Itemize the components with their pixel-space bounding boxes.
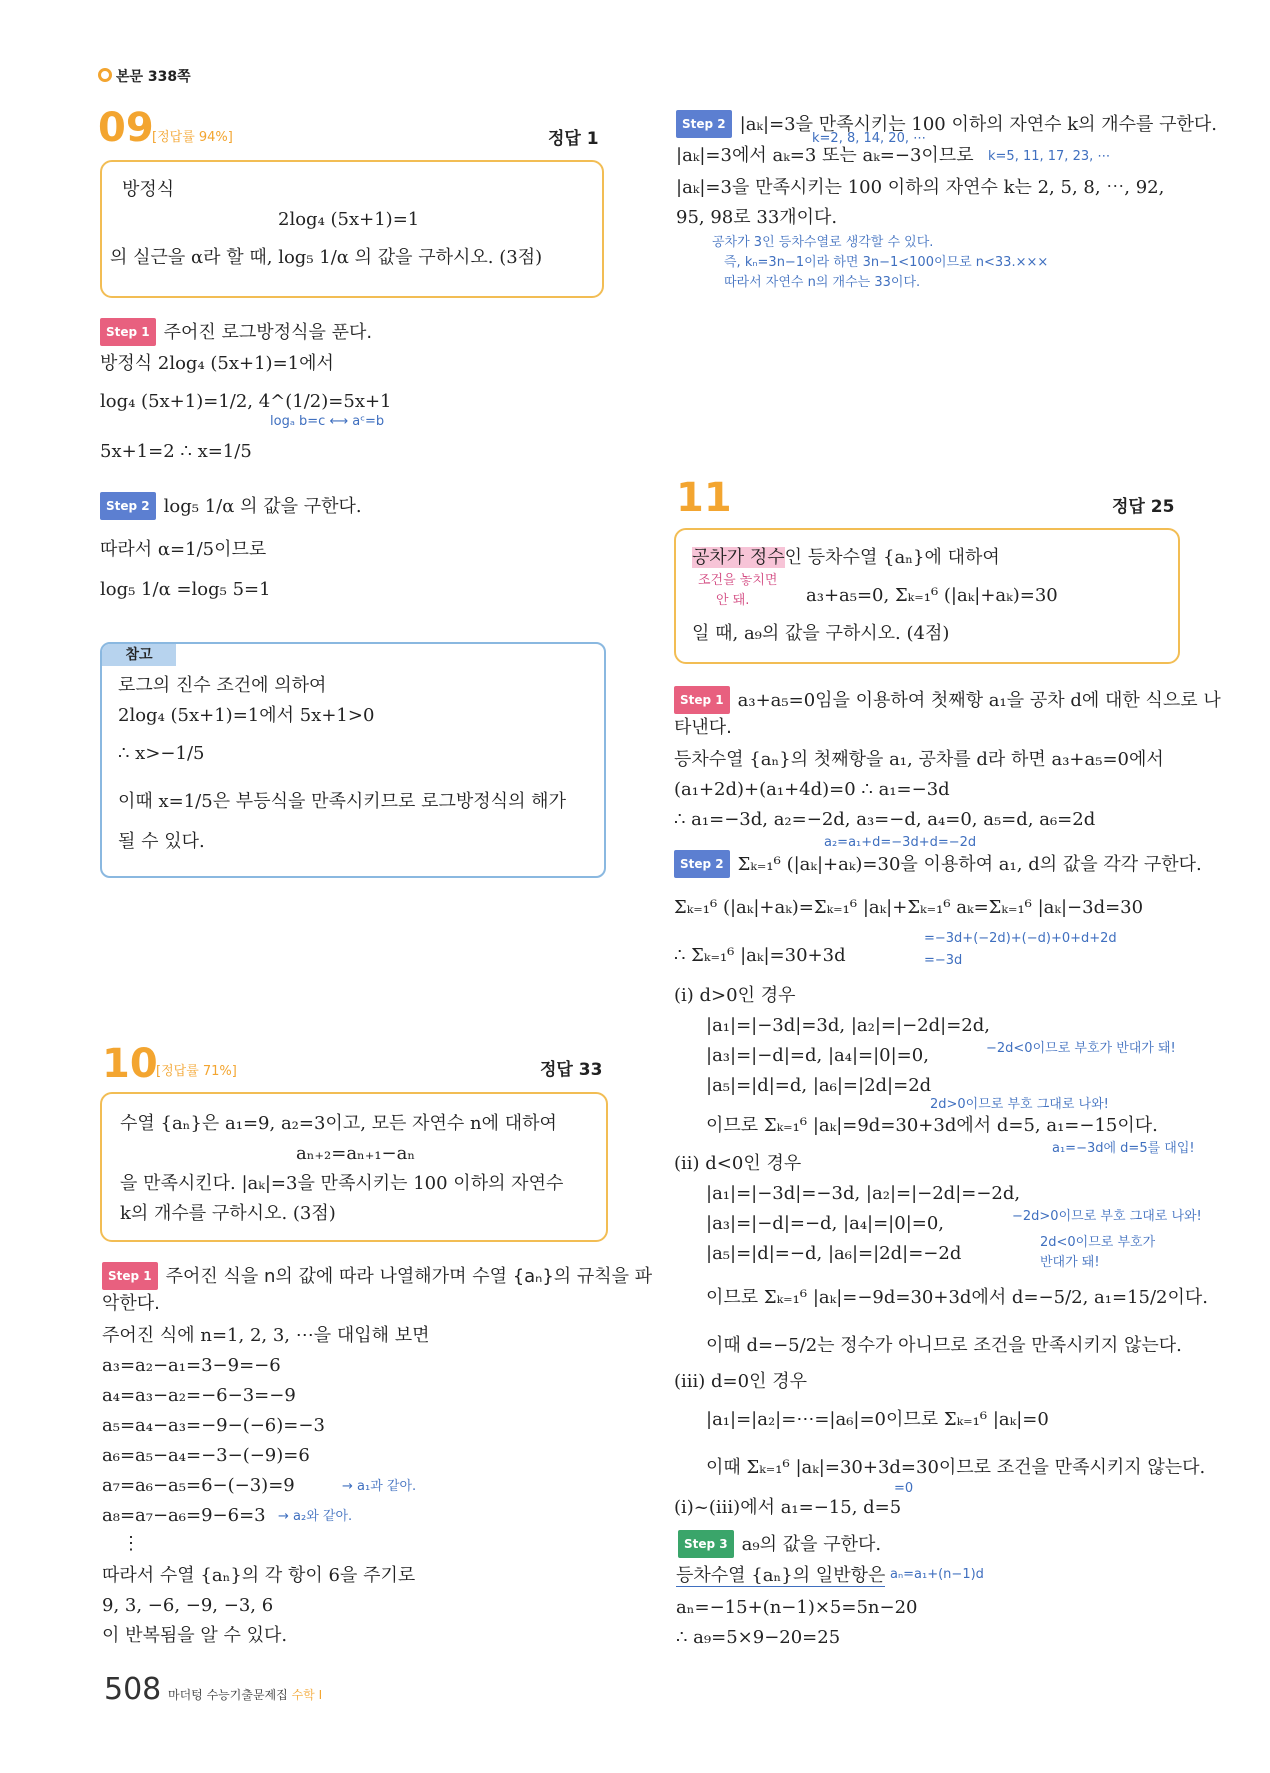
q10-answer: 정답 33	[540, 1060, 603, 1080]
q10-step1-line: a₈=a₇−a₆=9−6=3	[102, 1505, 266, 1526]
q10-step1-line: a₃=a₂−a₁=3−9=−6	[102, 1355, 281, 1376]
step-title: 주어진 식을 n의 값에 따라 나열해가며 수열 {aₙ}의 규칙을 파	[165, 1266, 653, 1287]
q09-number: 09	[98, 105, 154, 151]
step-title: a₃+a₅=0임을 이용하여 첫째항 a₁을 공차 d에 대한 식으로 나	[737, 690, 1221, 711]
q10-number: 10	[102, 1041, 158, 1087]
q10-step1-line: a₆=a₅−a₄=−3−(−9)=6	[102, 1445, 310, 1466]
step2-badge: Step 2	[676, 110, 732, 138]
q09-box-line: 2log₄ (5x+1)=1	[278, 209, 420, 230]
q11-case-conclusion: (i)~(iii)에서 a₁=−15, d=5	[674, 1497, 902, 1518]
q09-step1-line: 5x+1=2 ∴ x=1/5	[100, 441, 252, 462]
q10-step2-line: |aₖ|=3에서 aₖ=3 또는 aₖ=−3이므로	[676, 145, 974, 166]
q10-step1-line: a₅=a₄−a₃=−9−(−6)=−3	[102, 1415, 325, 1436]
q11-step1-note: a₂=a₁+d=−3d+d=−2d	[824, 835, 977, 850]
q10-step1-line: 따라서 수열 {aₙ}의 각 항이 6을 주기로	[102, 1565, 416, 1586]
step1-badge: Step 1	[102, 1262, 158, 1290]
q09-answer: 정답 1	[548, 129, 599, 149]
q11-case2-line: |a₅|=|d|=−d, |a₆|=|2d|=−2d	[706, 1243, 962, 1264]
q09-reference-box	[100, 642, 606, 878]
q10-note-seq: 따라서 자연수 n의 개수는 33이다.	[724, 275, 921, 290]
q11-box-line1-rest: 인 등차수열 {aₙ}에 대하여	[784, 547, 1000, 568]
q10-step1-line: ⋮	[122, 1533, 140, 1554]
q11-case3-note: =0	[894, 1481, 914, 1496]
q10-step1-line: a₇=a₆−a₅=6−(−3)=9	[102, 1475, 295, 1496]
q11-step2-note: =−3d+(−2d)+(−d)+0+d+2d	[924, 931, 1117, 946]
step-title: |aₖ|=3을 만족시키는 100 이하의 자연수 k의 개수를 구한다.	[739, 114, 1218, 135]
step3-badge: Step 3	[678, 1530, 734, 1558]
q11-step2-note: =−3d	[924, 953, 963, 968]
q11-step3-note: aₙ=a₁+(n−1)d	[890, 1567, 984, 1582]
q11-number: 11	[676, 475, 732, 521]
q11-step3-underlined: 등차수열 {aₙ}의 일반항은	[676, 1565, 886, 1586]
q11-step3-line	[676, 1564, 885, 1588]
q11-case1-note: −2d<0이므로 부호가 반대가 돼!	[986, 1041, 1176, 1056]
q11-case3-title: (iii) d=0인 경우	[674, 1371, 807, 1392]
q11-case3-line: 이때 Σₖ₌₁⁶ |aₖ|=30+3d=30이므로 조건을 만족시키지 않는다.	[706, 1457, 1206, 1478]
q11-case1-note: 2d>0이므로 부호 그대로 나와!	[930, 1097, 1109, 1112]
q10-note-k2: k=5, 11, 17, 23, ⋯	[988, 149, 1111, 164]
step2-badge: Step 2	[100, 492, 156, 520]
ref-line: 될 수 있다.	[118, 831, 205, 852]
step2-badge: Step 2	[674, 850, 730, 878]
q09-step2-line: log₅ 1/α =log₅ 5=1	[100, 579, 271, 600]
q10-note-seq: 즉, kₙ=3n−1이라 하면 3n−1<100이므로 n<33.×××	[724, 255, 1049, 270]
header-text: 본문 338쪽	[116, 69, 191, 85]
step1-badge: Step 1	[100, 318, 156, 346]
q11-step2-line: Σₖ₌₁⁶ (|aₖ|+aₖ)=Σₖ₌₁⁶ |aₖ|+Σₖ₌₁⁶ aₖ=Σₖ₌₁⁶ |aₖ|−3d=30	[674, 897, 1144, 918]
q10-box-line: 수열 {aₙ}은 a₁=9, a₂=3이고, 모든 자연수 n에 대하여	[120, 1113, 557, 1134]
page-header	[98, 66, 191, 86]
q09-step1-line: log₄ (5x+1)=1/2, 4^(1/2)=5x+1	[100, 391, 392, 412]
q11-step1-line: ∴ a₁=−3d, a₂=−2d, a₃=−d, a₄=0, a₅=d, a₆=2d	[674, 809, 1096, 830]
q11-box-line	[692, 546, 1000, 570]
q09-problem-box	[100, 160, 604, 298]
q10-step2-line: 95, 98로 33개이다.	[676, 207, 838, 228]
q10-note-a7: → a₁과 같아.	[342, 1479, 417, 1494]
q11-answer: 정답 25	[1112, 497, 1175, 517]
q10-step2-line: |aₖ|=3을 만족시키는 100 이하의 자연수 k는 2, 5, 8, ⋯, 92,	[676, 177, 1165, 198]
q11-step3-heading	[678, 1530, 881, 1558]
q11-case1-title: (i) d>0인 경우	[674, 985, 796, 1006]
q11-step1-line: (a₁+2d)+(a₁+4d)=0 ∴ a₁=−3d	[674, 779, 950, 800]
q09-step1-note: logₐ b=c ⟷ aᶜ=b	[270, 414, 385, 429]
q10-step1-line: a₄=a₃−a₂=−6−3=−9	[102, 1385, 296, 1406]
page-number: 508	[104, 1672, 162, 1707]
q11-case2-note: 2d<0이므로 부호가	[1040, 1235, 1156, 1250]
q11-case1-note: a₁=−3d에 d=5를 대입!	[1052, 1141, 1195, 1156]
q11-box-note: 조건을 놓치면	[698, 573, 778, 588]
q10-box-line: k의 개수를 구하시오. (3점)	[120, 1203, 336, 1224]
q11-step1-title-cont: 타낸다.	[674, 717, 732, 738]
q11-case1-line: |a₅|=|d|=d, |a₆|=|2d|=2d	[706, 1075, 932, 1096]
orange-circle-icon	[98, 68, 112, 82]
subject-name: 수학 I	[291, 1688, 323, 1702]
q11-case2-line: 이므로 Σₖ₌₁⁶ |aₖ|=−9d=30+3d에서 d=−5/2, a₁=15/2이다.	[706, 1287, 1208, 1308]
q09-step2-line: 따라서 α=1/5이므로	[100, 539, 267, 560]
q11-box-line: 일 때, a₉의 값을 구하시오. (4점)	[692, 623, 950, 644]
book-title	[168, 1686, 322, 1703]
q10-note-a8: → a₂와 같아.	[278, 1509, 353, 1524]
q10-step1-line: 주어진 식에 n=1, 2, 3, ⋯을 대입해 보면	[102, 1325, 430, 1346]
q11-step3-line: ∴ a₉=5×9−20=25	[676, 1627, 841, 1648]
q10-step1-heading	[102, 1262, 652, 1290]
q11-step1-line: 등차수열 {aₙ}의 첫째항을 a₁, 공차를 d라 하면 a₃+a₅=0에서	[674, 749, 1164, 770]
ref-line: 이때 x=1/5은 부등식을 만족시키므로 로그방정식의 해가	[118, 791, 566, 812]
q10-note-seq: 공차가 3인 등차수열로 생각할 수 있다.	[712, 235, 934, 250]
q10-step1-title-cont: 악한다.	[102, 1293, 160, 1314]
q10-problem-box	[100, 1092, 608, 1242]
q11-highlight: 공차가 정수	[692, 547, 785, 568]
q11-case2-title: (ii) d<0인 경우	[674, 1153, 802, 1174]
q11-problem-box	[674, 528, 1180, 664]
q10-box-line: 을 만족시킨다. |aₖ|=3을 만족시키는 100 이하의 자연수	[120, 1173, 564, 1194]
ref-line: 2log₄ (5x+1)=1에서 5x+1>0	[118, 705, 375, 726]
q11-case1-line: |a₁|=|−3d|=3d, |a₂|=|−2d|=2d,	[706, 1015, 990, 1036]
q09-step2-heading	[100, 492, 362, 520]
book-name: 마더텅 수능기출문제집	[168, 1688, 288, 1702]
q11-step1-heading	[674, 686, 1221, 714]
q10-step2-heading	[676, 110, 1217, 138]
q10-step1-line: 9, 3, −6, −9, −3, 6	[102, 1595, 274, 1616]
q11-case1-line: |a₃|=|−d|=d, |a₄|=|0|=0,	[706, 1045, 929, 1066]
q10-step1-line: 이 반복됨을 알 수 있다.	[102, 1625, 288, 1646]
step-title: Σₖ₌₁⁶ (|aₖ|+aₖ)=30을 이용하여 a₁, d의 값을 각각 구한다.	[737, 854, 1202, 875]
step-title: 주어진 로그방정식을 푼다.	[163, 322, 373, 343]
reference-tag: 참고	[102, 644, 176, 666]
q09-step1-line: 방정식 2log₄ (5x+1)=1에서	[100, 353, 334, 374]
q09-box-line: 방정식	[122, 179, 175, 200]
q11-case2-note: −2d>0이므로 부호 그대로 나와!	[1012, 1209, 1202, 1224]
q11-step3-line: aₙ=−15+(n−1)×5=5n−20	[676, 1597, 918, 1618]
q11-step2-heading	[674, 850, 1202, 878]
q11-case2-note: 반대가 돼!	[1040, 1255, 1100, 1270]
ref-line: 로그의 진수 조건에 의하여	[118, 675, 327, 696]
ref-line: ∴ x>−1/5	[118, 743, 205, 764]
q11-box-note: 안 돼.	[716, 593, 750, 608]
q10-rate: [정답률 71%]	[156, 1064, 237, 1079]
q11-step2-line: ∴ Σₖ₌₁⁶ |aₖ|=30+3d	[674, 945, 846, 966]
q11-case2-line: 이때 d=−5/2는 정수가 아니므로 조건을 만족시키지 않는다.	[706, 1335, 1182, 1356]
q11-case2-line: |a₁|=|−3d|=−3d, |a₂|=|−2d|=−2d,	[706, 1183, 1021, 1204]
q09-rate: [정답률 94%]	[152, 130, 233, 145]
q11-box-line: a₃+a₅=0, Σₖ₌₁⁶ (|aₖ|+aₖ)=30	[806, 585, 1058, 606]
q09-step1-heading	[100, 318, 372, 346]
q09-box-line: 의 실근을 α라 할 때, log₅ 1/α 의 값을 구하시오. (3점)	[110, 247, 543, 268]
step-title: log₅ 1/α 의 값을 구한다.	[163, 496, 362, 517]
q11-case1-line: 이므로 Σₖ₌₁⁶ |aₖ|=9d=30+3d에서 d=5, a₁=−15이다.	[706, 1115, 1158, 1136]
step-title: a₉의 값을 구한다.	[741, 1534, 882, 1555]
q11-case2-line: |a₃|=|−d|=−d, |a₄|=|0|=0,	[706, 1213, 945, 1234]
q10-note-k1: k=2, 8, 14, 20, ⋯	[812, 131, 927, 146]
q11-case3-line: |a₁|=|a₂|=⋯=|a₆|=0이므로 Σₖ₌₁⁶ |aₖ|=0	[706, 1409, 1049, 1430]
step1-badge: Step 1	[674, 686, 730, 714]
q10-box-line: aₙ₊₂=aₙ₊₁−aₙ	[296, 1143, 416, 1164]
